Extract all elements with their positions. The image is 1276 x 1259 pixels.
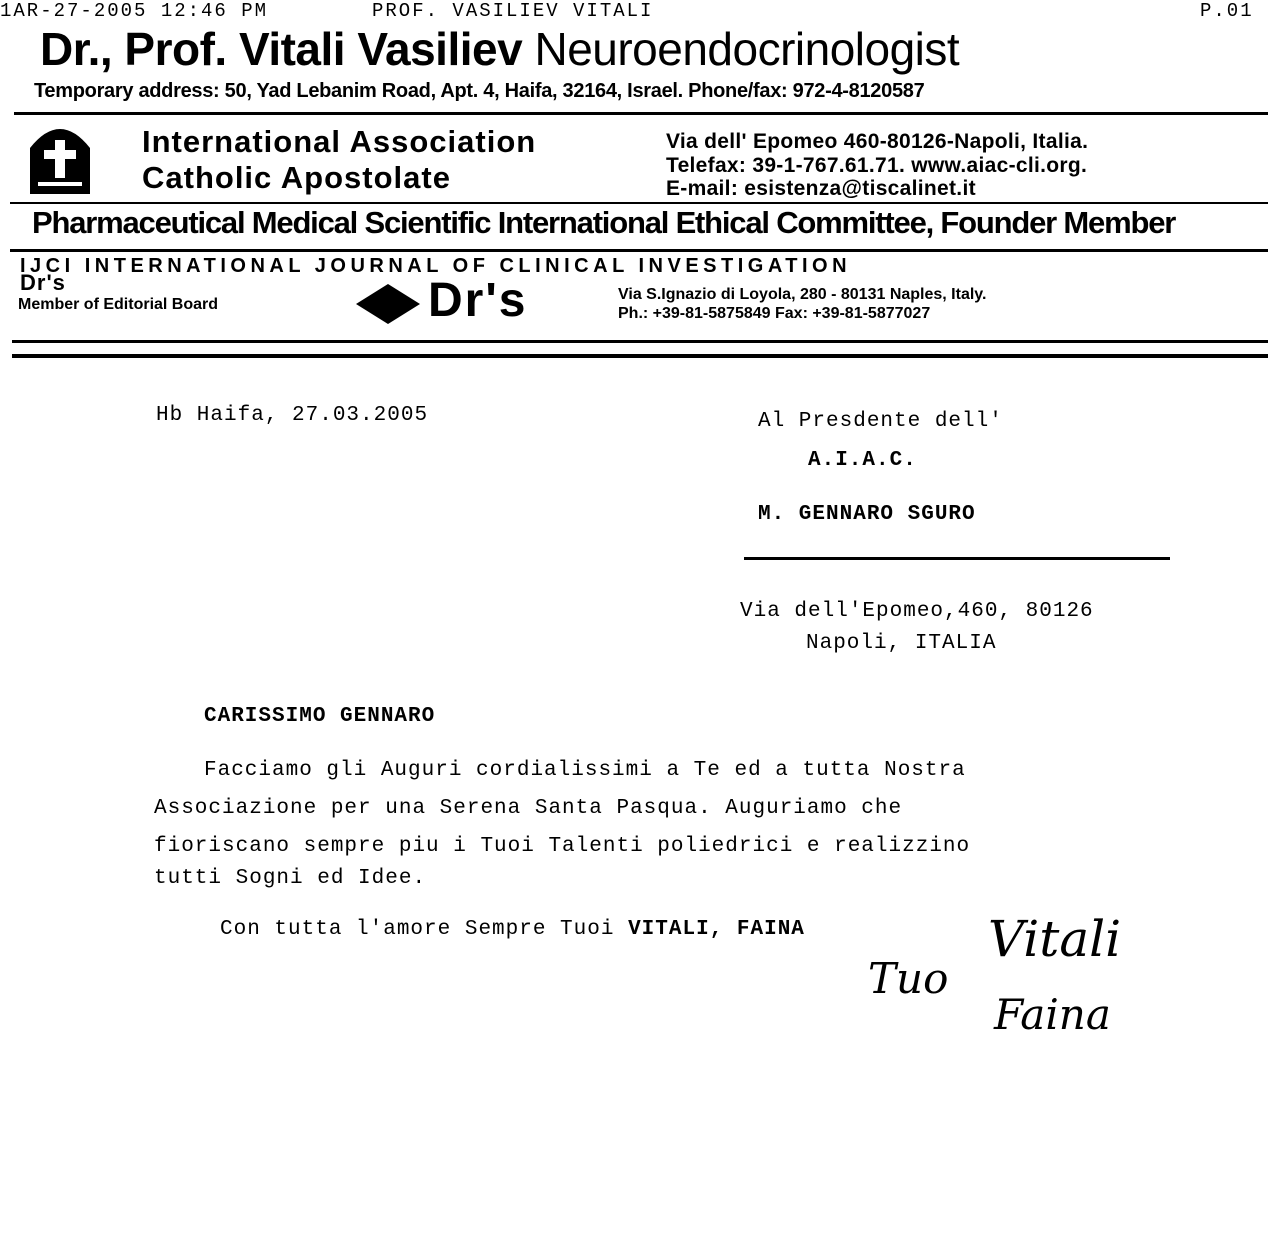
- association-name-line1: International Association: [142, 124, 537, 159]
- journal-phone: Ph.: +39-81-5875849 Fax: +39-81-5877027: [618, 305, 931, 322]
- recipient-organization: A.I.A.C.: [808, 449, 917, 472]
- signature-faina: Faina: [994, 990, 1111, 1039]
- journal-title: IJCI INTERNATIONAL JOURNAL OF CLINICAL INVESTIGATION: [20, 255, 852, 277]
- doctor-name: Dr., Prof. Vitali Vasiliev: [40, 23, 523, 75]
- closing-text: Con tutta l'amore Sempre Tuoi: [220, 918, 615, 941]
- header-divider-3: [10, 249, 1268, 252]
- committee-line: Pharmaceutical Medical Scientific International Ethical Committee, Founder Member: [32, 205, 1176, 240]
- letterhead-bottom-rule-2: [12, 354, 1268, 358]
- closing-names: VITALI, FAINA: [628, 918, 805, 941]
- fax-sender: PROF. VASILIEV VITALI: [372, 0, 654, 22]
- signature-vitali: Vitali: [988, 910, 1122, 968]
- body-line-4: tutti Sogni ed Idee.: [154, 867, 427, 890]
- journal-address: Via S.Ignazio di Loyola, 280 - 80131 Naples, Italy.: [618, 286, 987, 303]
- fax-datetime: 1AR-27-2005 12:46 PM: [0, 0, 269, 22]
- recipient-title: Al Presdente dell': [758, 410, 1003, 433]
- diamond-icon: [356, 284, 420, 324]
- header-divider-2: [10, 202, 1268, 204]
- body-line-3: fioriscano sempre piu i Tuoi Talenti poliedrici e realizzino: [154, 835, 971, 858]
- association-telefax: Telefax: 39-1-767.61.71. www.aiac-cli.org.: [666, 154, 1088, 177]
- recipient-name: M. GENNARO SGURO: [758, 503, 976, 526]
- association-email: E-mail: esistenza@tiscalinet.it: [666, 177, 976, 200]
- letterhead-bottom-rule-1: [12, 340, 1268, 343]
- letterhead-name: [40, 22, 959, 76]
- association-name-line2: Catholic Apostolate: [142, 160, 451, 195]
- recipient-city: Napoli, ITALIA: [806, 632, 997, 655]
- doctor-specialty: Neuroendocrinologist: [534, 23, 960, 75]
- journal-logo: Dr's: [428, 274, 528, 327]
- salutation: CARISSIMO GENNARO: [204, 705, 436, 728]
- header-divider-1: [14, 112, 1268, 115]
- church-logo-icon: [24, 118, 96, 196]
- recipient-divider: [744, 557, 1170, 560]
- body-line-2: Associazione per una Serena Santa Pasqua. Auguriamo che: [154, 797, 903, 820]
- journal-short-name: Dr's: [20, 270, 66, 295]
- place-date: Hb Haifa, 27.03.2005: [156, 404, 429, 427]
- body-line-1: Facciamo gli Auguri cordialissimi a Te ed a tutta Nostra: [204, 759, 966, 782]
- signature-prefix: Tuo: [868, 954, 949, 1003]
- association-address: Via dell' Epomeo 460-80126-Napoli, Italia.: [666, 130, 1089, 153]
- closing-line: [220, 918, 805, 941]
- recipient-street: Via dell'Epomeo,460, 80126: [740, 600, 1094, 623]
- fax-page: P.01: [1200, 0, 1254, 22]
- temporary-address: Temporary address: 50, Yad Lebanim Road, Apt. 4, Haifa, 32164, Israel. Phone/fax: 972-4-8120587: [34, 80, 925, 102]
- editorial-role: Member of Editorial Board: [18, 296, 219, 313]
